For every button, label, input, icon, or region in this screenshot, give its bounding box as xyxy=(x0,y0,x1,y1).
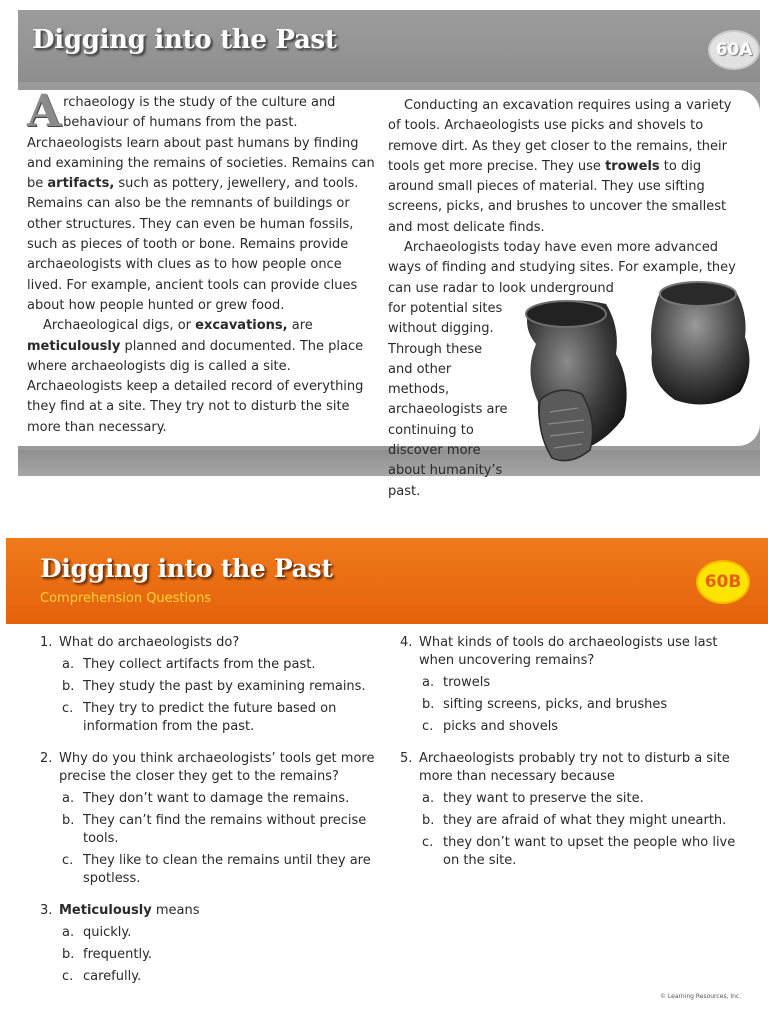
vocab-term: artifacts, xyxy=(47,176,115,192)
question-text: Why do you think archaeologists’ tools get more precise the closer they get to the remains? xyxy=(59,751,375,784)
option-letter: a. xyxy=(62,791,75,806)
reading-paragraph xyxy=(388,96,738,238)
answer-option[interactable] xyxy=(422,790,740,808)
answer-option[interactable] xyxy=(62,968,380,986)
questions-right-column xyxy=(400,634,740,884)
question-number: 5. xyxy=(400,751,413,766)
option-letter: b. xyxy=(422,813,435,828)
question-text: Archaeologists probably try not to disturb a site more than necessary because xyxy=(419,751,730,784)
question-5 xyxy=(400,750,740,870)
text-run: planned and documented. The place where archaeologists dig is called a site. Archaeologists keep a detailed record of everything they find at a site. They try not to disturb the site more than necessary. xyxy=(27,338,364,435)
option-text: They collect artifacts from the past. xyxy=(83,657,316,672)
questions-card-header xyxy=(6,538,768,624)
answer-option[interactable] xyxy=(62,700,380,736)
text-run: Archaeological digs, or xyxy=(43,318,196,334)
option-text: trowels xyxy=(443,675,491,690)
copyright-notice: © Learning Resources, Inc. xyxy=(660,993,742,1000)
answer-option[interactable] xyxy=(422,718,740,736)
page-badge-60a: 60A xyxy=(708,30,760,70)
option-letter: c. xyxy=(422,835,434,850)
option-text: They like to clean the remains until they are spotless. xyxy=(83,853,371,886)
option-text: They try to predict the future based on information from the past. xyxy=(83,701,337,734)
option-text: They study the past by examining remains. xyxy=(83,679,366,694)
answer-option[interactable] xyxy=(62,656,380,674)
question-text xyxy=(59,902,380,920)
questions-title: Digging into the Past xyxy=(40,554,333,583)
text-run: such as pottery, jewellery, and tools. Remains can also be the remnants of buildings or other structures. They can even be human fossils, such as pieces of tooth or bone. Remains provide archaeologists with clues as to how people once lived. For example, ancient tools can provide clues about how people hunted or grew food. xyxy=(27,176,359,313)
text-run: Conducting an excavation requires using a variety of tools. Archaeologists use picks and shovels to remove dirt. As they get closer to the remains, their tools get more precise. They use xyxy=(388,98,732,174)
question-3 xyxy=(40,902,380,986)
reading-title: Digging into the Past xyxy=(32,25,337,55)
answer-option[interactable] xyxy=(62,852,380,888)
reading-paragraph-narrow: for potential sites without digging. Through these and other methods, archaeologists are continuing to discover more about humanity’s past. xyxy=(388,300,508,499)
answer-option[interactable] xyxy=(62,812,380,848)
option-letter: a. xyxy=(422,675,435,690)
question-2 xyxy=(40,750,380,888)
reading-card-header xyxy=(18,10,760,82)
answer-option[interactable] xyxy=(62,790,380,808)
option-text: carefully. xyxy=(83,969,142,984)
answer-option[interactable] xyxy=(422,696,740,714)
reading-paragraph xyxy=(27,316,375,438)
answer-option[interactable] xyxy=(62,946,380,964)
vocab-term: Meticulously xyxy=(59,903,152,918)
option-text: They don’t want to damage the remains. xyxy=(83,791,350,806)
answer-option[interactable] xyxy=(422,834,740,870)
question-text: What do archaeologists do? xyxy=(59,635,240,650)
question-text: What kinds of tools do archaeologists use last when uncovering remains? xyxy=(419,635,718,668)
vocab-term: trowels xyxy=(605,158,660,174)
text-run: rchaeology is the study of the culture and behaviour of humans from the past. Archaeologists learn about past humans by finding and examining the remains of societies. Remains can be xyxy=(27,95,375,192)
option-letter: b. xyxy=(62,679,75,694)
option-letter: c. xyxy=(62,853,74,868)
text-run: to dig around small pieces of material. They use sifting screens, picks, and brushes to uncover the smallest and most delicate finds. xyxy=(388,158,727,235)
text-run: are xyxy=(287,318,313,334)
option-text: picks and shovels xyxy=(443,719,559,734)
question-1 xyxy=(40,634,380,736)
answer-option[interactable] xyxy=(62,924,380,942)
option-letter: b. xyxy=(62,813,75,828)
dropcap-letter: A xyxy=(27,86,62,137)
questions-subtitle: Comprehension Questions xyxy=(40,591,212,606)
option-letter: b. xyxy=(62,947,75,962)
answer-option[interactable] xyxy=(422,674,740,692)
question-number: 4. xyxy=(400,635,413,650)
answer-option[interactable] xyxy=(422,812,740,830)
reading-paragraph xyxy=(27,86,375,316)
answer-option[interactable] xyxy=(62,678,380,696)
pottery-photo xyxy=(520,272,760,472)
questions-left-column xyxy=(40,634,380,1000)
text-run: Archaeologists today have even more advanced ways of finding and studying sites. For example, they can use radar to look underground xyxy=(388,240,736,296)
reading-left-column xyxy=(27,86,375,438)
page-badge-60b: 60B xyxy=(696,560,750,604)
option-text: they don’t want to upset the people who live on the site. xyxy=(443,835,736,868)
option-text: they are afraid of what they might unearth. xyxy=(443,813,727,828)
question-number: 2. xyxy=(40,751,53,766)
option-text: They can’t find the remains without precise tools. xyxy=(83,813,367,846)
option-letter: c. xyxy=(422,719,434,734)
option-letter: b. xyxy=(422,697,435,712)
option-letter: a. xyxy=(62,925,75,940)
text-run: means xyxy=(151,903,200,918)
option-text: frequently. xyxy=(83,947,153,962)
option-letter: c. xyxy=(62,701,74,716)
option-letter: a. xyxy=(422,791,435,806)
question-number: 3. xyxy=(40,903,53,918)
vocab-term: excavations, xyxy=(195,318,288,334)
option-letter: c. xyxy=(62,969,74,984)
option-text: sifting screens, picks, and brushes xyxy=(443,697,668,712)
option-letter: a. xyxy=(62,657,75,672)
option-text: quickly. xyxy=(83,925,132,940)
question-4 xyxy=(400,634,740,736)
question-number: 1. xyxy=(40,635,53,650)
vocab-term: meticulously xyxy=(27,338,121,354)
option-text: they want to preserve the site. xyxy=(443,791,644,806)
